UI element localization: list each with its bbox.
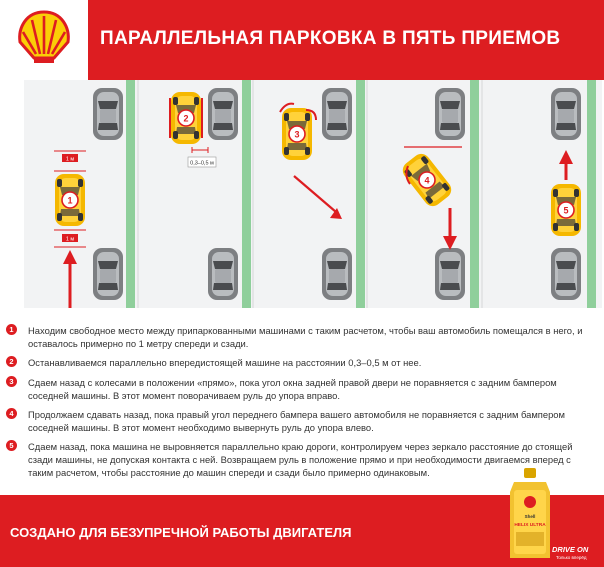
footer-slogan: СОЗДАНО ДЛЯ БЕЗУПРЕЧНОЙ РАБОТЫ ДВИГАТЕЛЯ [10, 525, 352, 540]
panel-1-car [55, 174, 85, 226]
step-text: Продолжаем сдавать назад, пока правый угол переднего бампера вашего автомобиля не поравняется с задним бампером соседней машины. В этот момент необходимо вывернуть руль до упора влево. [28, 409, 565, 433]
step-badge-5: 5 [563, 205, 569, 216]
step-badge-4: 4 [424, 175, 430, 186]
footer-subtagline: Только вперёд [556, 555, 587, 560]
step-text: Сдаем назад с колесами в положении «прямо», пока угол окна задней правой двери не поравняется с задним бампером соседней машины. В этот момент поворачиваем руль до упора вправо. [28, 377, 557, 401]
step-number: 4 [6, 408, 17, 419]
step-number: 3 [6, 376, 17, 387]
step-number: 1 [6, 324, 17, 335]
panel-5-car [551, 184, 581, 236]
panel-2-car [170, 92, 202, 144]
step-text: Находим свободное место между припаркованными машинами с таким расчетом, чтобы ваш автомобиль помещался в него, и оставалось примерно по 1 метру спереди и сзади. [28, 325, 583, 349]
parking-diagram [24, 80, 602, 316]
parked-car-front-2 [208, 88, 238, 140]
parked-car-front-5 [551, 88, 581, 140]
step-text: Останавливаемся параллельно впередистоящей машине на расстоянии 0,3–0,5 м от нее. [28, 357, 422, 368]
parked-car-rear-3 [322, 248, 352, 300]
gap-label-rear: 1 м [65, 236, 75, 243]
bottle-product: HELIX ULTRA [514, 523, 546, 528]
parked-car-rear-4 [435, 248, 465, 300]
bottle-brand: Shell [524, 514, 536, 519]
gap-label-side: 0,3–0,5 м [190, 160, 214, 167]
shell-logo-icon [0, 0, 88, 80]
oil-bottle-icon [508, 466, 552, 562]
header-bar [0, 0, 604, 80]
parked-car-rear-2 [208, 248, 238, 300]
parked-car-front-4 [435, 88, 465, 140]
step-number: 5 [6, 440, 17, 451]
footer-tagline: DRIVE ON [552, 545, 589, 554]
parked-car-rear-5 [551, 248, 581, 300]
step-number: 2 [6, 356, 17, 367]
step-text: Сдаем назад, пока машина не выровняется параллельно краю дороги, контролируем через зеркало расстояние до стоящей сзади машины, не допуская контакта с ней. Возвращаем руль в положение прямо и при необходимости двигаемся вперед с таким расчетом, чтобы расстояние до машин спереди и сзади было примерно одинаковым. [28, 441, 573, 478]
step-badge-1: 1 [67, 195, 73, 206]
gap-label-front: 1 м [65, 156, 75, 163]
step-badge-3: 3 [294, 129, 300, 140]
step-badge-2: 2 [183, 113, 189, 124]
page-title: ПАРАЛЛЕЛЬНАЯ ПАРКОВКА В ПЯТЬ ПРИЕМОВ [100, 28, 561, 49]
logo-box [0, 0, 88, 80]
parked-car-rear-1 [93, 248, 123, 300]
parked-car-front-1 [93, 88, 123, 140]
parked-car-front-3 [322, 88, 352, 140]
